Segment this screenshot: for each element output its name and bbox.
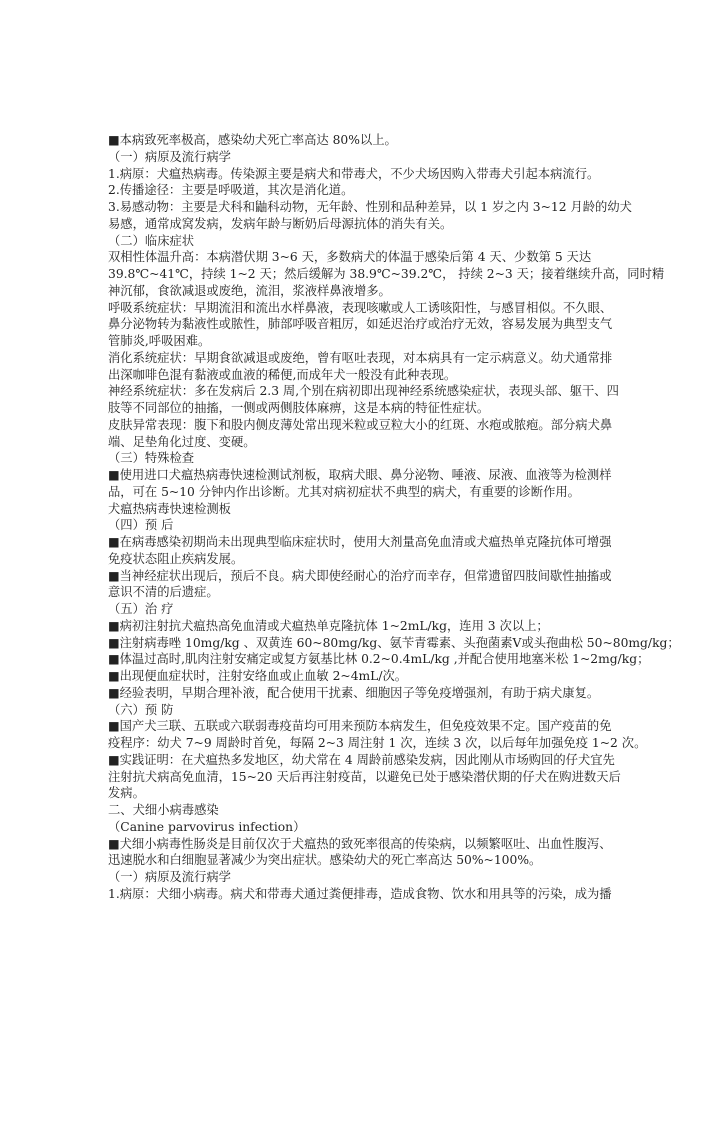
- text-line: ■经验表明，早期合理补液，配合使用干扰素、细胞因子等免疫增强剂，有助于病犬康复。: [108, 685, 600, 700]
- bullet-paragraph: [108, 132, 624, 149]
- text-line: 2.传播途径：主要是呼吸道，其次是消化道。: [108, 183, 354, 198]
- section-heading: [108, 869, 624, 886]
- text-line: 39.8℃~41℃，持续 1~2 天；然后缓解为 38.9℃~39.2℃， 持续 2~3 天；接着继续升高，同时精: [108, 267, 665, 281]
- bullet-paragraph: [108, 685, 624, 702]
- text-line: 犬瘟热病毒快速检测板: [108, 501, 231, 516]
- bullet-paragraph: [108, 752, 624, 802]
- text-line: 意识不清的后遗症。: [108, 585, 219, 600]
- section-heading: [108, 702, 624, 719]
- section-heading: [108, 517, 624, 534]
- paragraph: [108, 350, 624, 384]
- text-line: ■国产犬三联、五联或六联弱毒疫苗均可用来预防本病发生，但免疫效果不定。国产疫苗的免: [108, 719, 612, 734]
- text-line: 神沉郁，食欲减退或废绝，流泪，浆液样鼻液增多。: [108, 283, 391, 298]
- bullet-paragraph: [108, 467, 624, 501]
- text-line: 1.病原：犬瘟热病毒。传染源主要是病犬和带毒犬，不少犬场因购入带毒犬引起本病流行。: [108, 166, 600, 181]
- text-line: ■当神经症状出现后，预后不良。病犬即使经耐心的治疗而幸存，但常遗留四肢间歇性抽搐或: [108, 568, 612, 583]
- paragraph: [108, 383, 624, 417]
- text-line: ■犬细小病毒性肠炎是目前仅次于犬瘟热的致死率很高的传染病，以频繁呕吐、出血性腹泻、: [108, 836, 612, 851]
- text-line: 迅速脱水和白细胞显著减少为突出症状。感染幼犬的死亡率高达 50%~100%。: [108, 853, 542, 868]
- text-line: 发病。: [108, 786, 145, 801]
- section-heading: [108, 601, 624, 618]
- bullet-paragraph: [108, 534, 624, 568]
- text-line: ■使用进口犬瘟热病毒快速检测试剂板，取病犬眼、鼻分泌物、唾液、尿液、血液等为检测样: [108, 468, 612, 482]
- bullet-paragraph: [108, 568, 624, 602]
- text-line: 神经系统症状：多在发病后 2.3 周,个别在病初即出现神经系统感染症状，表现头部、躯干、四: [108, 384, 619, 399]
- text-line: 端、足垫角化过度、变硬。: [108, 434, 256, 449]
- text-line: ■注射病毒唑 10mg/kg 、双黄连 60~80mg/kg、氨苄青霉素、头孢菌素Ⅴ或头孢曲松 50~80mg/kg；: [108, 635, 680, 650]
- section-heading: [108, 450, 624, 467]
- text-line: ■本病致死率极高，感染幼犬死亡率高达 80%以上。: [108, 133, 397, 147]
- section-heading: [108, 149, 624, 166]
- text-line: ■体温过高时,肌肉注射安痛定或复方氨基比林 0.2~0.4mL/kg ,并配合使用地塞米松 1~2mg/kg；: [108, 652, 650, 667]
- text-line: 鼻分泌物转为黏液性或脓性，肺部呼吸音粗厉，如延迟治疗或治疗无效，容易发展为典型支气: [108, 317, 613, 332]
- text-line: 双相性体温升高：本病潜伏期 3~6 天，多数病犬的体温于感染后第 4 天、少数第 5 天达: [108, 250, 592, 265]
- text-line: 免疫状态阻止疾病发展。: [108, 551, 244, 566]
- text-line: 注射抗犬病高免血清，15~20 天后再注射疫苗，以避免已处于感染潜伏期的仔犬在购进数天后: [108, 769, 621, 784]
- text-line: 皮肤异常表现：腹下和股内侧皮薄处常出现米粒或豆粒大小的红斑、水疱或脓疱。部分病犬鼻: [108, 417, 613, 432]
- text-line: 品，可在 5~10 分钟内作出诊断。尤其对病初症状不典型的病犬，有重要的诊断作用。: [108, 484, 580, 499]
- text-line: ■在病毒感染初期尚未出现典型临床症状时，使用大剂量高免血清或犬瘟热单克隆抗体可增强: [108, 535, 612, 549]
- text-line: 消化系统症状：早期食欲减退或废绝，曾有呕吐表现，对本病具有一定示病意义。幼犬通常排: [108, 350, 613, 365]
- text-line: 肢等不同部位的抽搐，一侧或两侧肢体麻痹，这是本病的特征性症状。: [108, 401, 490, 415]
- text-line: ■实践证明：在犬瘟热多发地区，幼犬常在 4 周龄前感染发病，因此刚从市场购回的仔犬宜先: [108, 752, 615, 767]
- text-line: （四）预 后: [108, 518, 174, 533]
- text-line: （一）病原及流行病学: [108, 870, 231, 884]
- document-page: [108, 132, 680, 903]
- section-heading: [108, 819, 624, 836]
- text-line: ■病初注射抗犬瘟热高免血清或犬瘟热单克隆抗体 1~2mL/kg，连用 3 次以上；: [108, 618, 549, 633]
- paragraph: [108, 501, 624, 518]
- bullet-paragraph: [108, 651, 650, 668]
- text-line: 呼吸系统症状：早期流泪和流出水样鼻液，表现咳嗽或人工诱咳阳性，与感冒相似。不久眼、: [108, 300, 613, 315]
- text-line: 疫程序：幼犬 7~9 周龄时首免，每隔 2~3 周注射 1 次，连续 3 次，以后每年加强免疫 1~2 次。: [108, 736, 647, 750]
- text-line: （六）预 防: [108, 702, 174, 717]
- text-line: 1.病原：犬细小病毒。病犬和带毒犬通过粪便排毒，造成食物、饮水和用具等的污染，成为播: [108, 886, 612, 901]
- bullet-paragraph: [108, 718, 647, 752]
- bullet-paragraph: [108, 836, 624, 870]
- text-line: （五）治 疗: [108, 602, 174, 616]
- text-line: 出深咖啡色混有黏液或血液的稀便,而成年犬一般没有此种表现。: [108, 367, 457, 382]
- section-heading: [108, 233, 624, 250]
- paragraph: [108, 300, 624, 350]
- text-line: 二、犬细小病毒感染: [108, 803, 219, 817]
- paragraph: [108, 182, 624, 199]
- paragraph: [108, 199, 632, 233]
- bullet-paragraph: [108, 668, 624, 685]
- text-line: 易感，通常成窝发病，发病年龄与断奶后母源抗体的消失有关。: [108, 216, 453, 231]
- text-line: 3.易感动物：主要是犬科和鼬科动物，无年龄、性别和品种差异，以 1 岁之内 3~12 月龄的幼犬: [108, 200, 632, 214]
- text-line: ■出现便血症状时，注射安络血或止血敏 2~4mL/次。: [108, 669, 408, 683]
- paragraph: [108, 249, 665, 299]
- bullet-paragraph: [108, 618, 624, 635]
- text-line: （Canine parvovirus infection）: [108, 819, 306, 834]
- text-line: （一）病原及流行病学: [108, 149, 231, 164]
- text-line: （三）特殊检查: [108, 451, 195, 466]
- bullet-paragraph: [108, 635, 680, 652]
- text-line: 管肺炎,呼吸困难。: [108, 334, 211, 348]
- paragraph: [108, 886, 624, 903]
- paragraph: [108, 166, 624, 183]
- section-heading: [108, 802, 624, 819]
- paragraph: [108, 417, 624, 451]
- text-line: （二）临床症状: [108, 233, 195, 248]
